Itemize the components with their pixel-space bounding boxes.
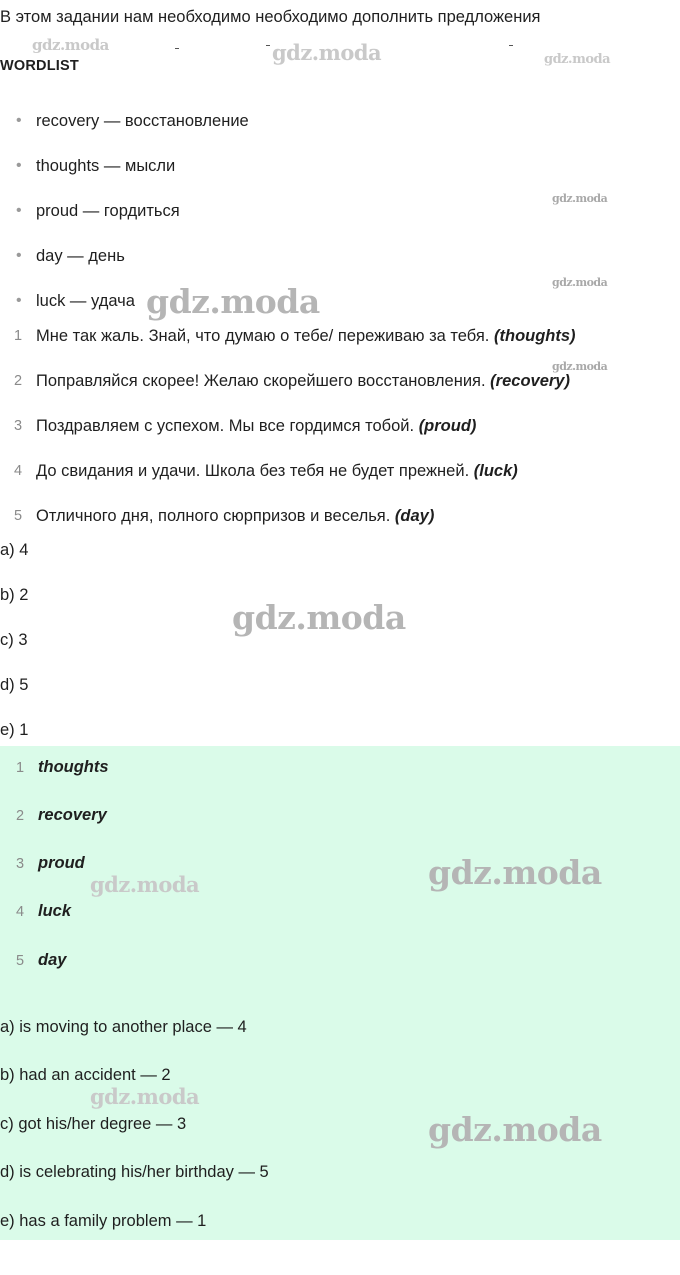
wordlist-item: thoughts — мысли [36, 157, 176, 175]
sentence-item: Поправляйся скорее! Желаю скорейшего восстановления. (recovery) [36, 372, 570, 390]
divider-dash [175, 48, 179, 49]
wordlist-heading: WORDLIST [0, 58, 79, 74]
matching-item: c) 3 [0, 631, 28, 649]
watermark: gdz.moda [428, 853, 602, 892]
matching-item: a) 4 [0, 541, 29, 559]
watermark: gdz.moda [90, 872, 200, 897]
watermark: gdz.moda [428, 1110, 602, 1149]
sentence-number: 1 [14, 328, 23, 344]
sentence-number: 4 [14, 463, 23, 479]
answer-matching-item: d) is celebrating his/her birthday — 5 [0, 1163, 269, 1181]
matching-item: b) 2 [0, 586, 29, 604]
intro-text: В этом задании нам необходимо необходимо дополнить предложения [0, 8, 541, 26]
sentence-answer: (luck) [473, 462, 518, 480]
sentence-answer: (thoughts) [494, 327, 576, 345]
answer-word: thoughts [38, 758, 109, 776]
watermark: gdz.moda [552, 276, 608, 289]
answer-matching-item: e) has a family problem — 1 [0, 1212, 207, 1230]
watermark: gdz.moda [146, 282, 320, 321]
answer-word: recovery [38, 806, 107, 824]
sentence-number: 2 [14, 373, 23, 389]
answer-number: 3 [16, 856, 25, 872]
sentence-answer: (day) [394, 507, 435, 525]
answer-number: 4 [16, 904, 25, 920]
answer-matching-item: a) is moving to another place — 4 [0, 1018, 247, 1036]
sentence-number: 5 [14, 508, 23, 524]
bullet-icon: • [16, 247, 22, 264]
wordlist-item: luck — удача [36, 292, 135, 310]
watermark: gdz.moda [232, 598, 406, 637]
bullet-icon: • [16, 157, 22, 174]
watermark: gdz.moda [544, 52, 611, 67]
watermark: gdz.moda [552, 192, 608, 205]
sentence-item: Мне так жаль. Знай, что думаю о тебе/ переживаю за тебя. (thoughts) [36, 327, 576, 345]
bullet-icon: • [16, 202, 22, 219]
wordlist-item: recovery — восстановление [36, 112, 249, 130]
answer-number: 2 [16, 808, 25, 824]
answer-number: 5 [16, 953, 25, 969]
bullet-icon: • [16, 112, 22, 129]
answer-matching-item: b) had an accident — 2 [0, 1066, 171, 1084]
sentence-item: Отличного дня, полного сюрпризов и веселья. (day) [36, 507, 435, 525]
sentence-number: 3 [14, 418, 23, 434]
sentence-item: До свидания и удачи. Школа без тебя не будет прежней. (luck) [36, 462, 518, 480]
sentence-answer: (proud) [418, 417, 477, 435]
watermark: gdz.moda [272, 40, 382, 65]
wordlist-item: proud — гордиться [36, 202, 180, 220]
answer-box [0, 746, 680, 1240]
matching-item: e) 1 [0, 721, 29, 739]
watermark: gdz.moda [552, 360, 608, 373]
watermark: gdz.moda [90, 1084, 200, 1109]
sentence-answer: (recovery) [490, 372, 570, 390]
bullet-icon: • [16, 292, 22, 309]
divider-dash [509, 45, 513, 46]
answer-word: luck [38, 902, 72, 920]
divider-dash [266, 45, 270, 46]
watermark: gdz.moda [32, 36, 109, 54]
answer-matching-item: c) got his/her degree — 3 [0, 1115, 187, 1133]
wordlist-item: day — день [36, 247, 125, 265]
answer-word: proud [38, 854, 85, 872]
sentence-item: Поздравляем с успехом. Мы все гордимся тобой. (proud) [36, 417, 477, 435]
answer-number: 1 [16, 760, 25, 776]
answer-word: day [38, 951, 67, 969]
matching-item: d) 5 [0, 676, 29, 694]
